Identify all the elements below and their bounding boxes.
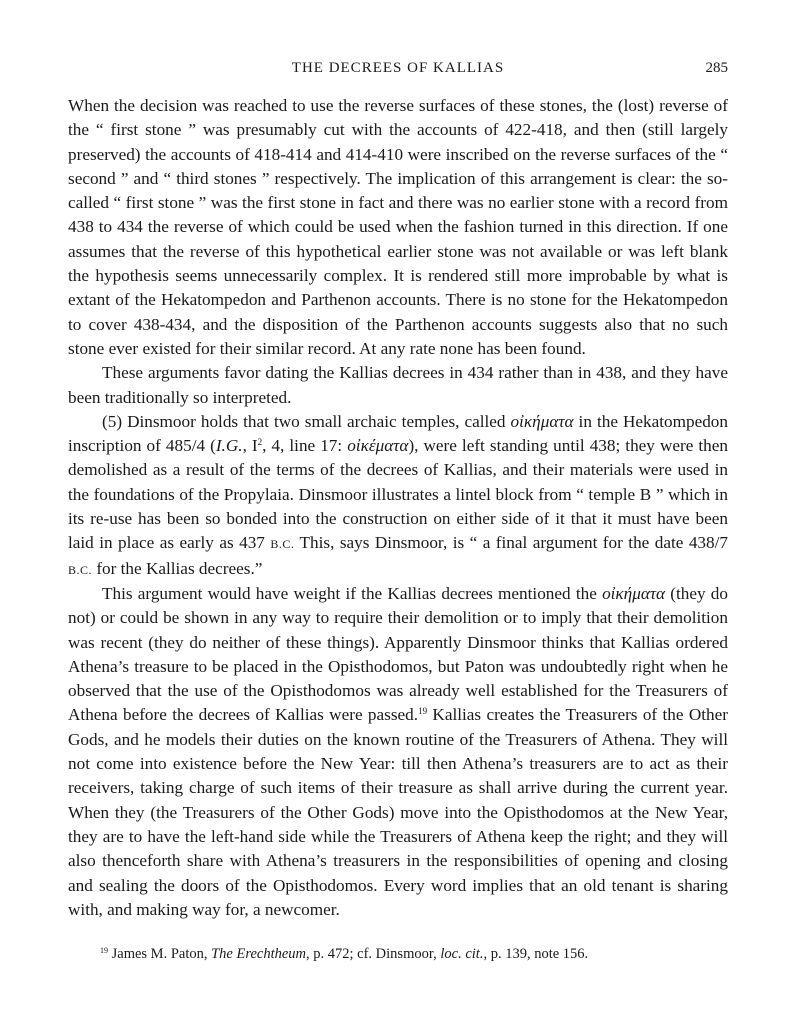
footnote-number: 19 (100, 946, 108, 955)
paragraph-2: These arguments favor dating the Kallias decrees in 434 rather than in 438, and they have been traditionally so interpreted. (68, 363, 728, 407)
text-run: This argument would have weight if the Kallias decrees mentioned the (102, 583, 603, 603)
greek-word: οἰκήματα (510, 411, 574, 431)
text-run: This, says Dinsmoor, is “ a final argument for the date 438/7 (294, 533, 728, 553)
citation-abbrev: I.G. (215, 436, 243, 456)
paragraph-3 (68, 410, 728, 582)
greek-word: οἰκέματα (347, 436, 409, 456)
loc-cit: loc. cit. (440, 946, 484, 962)
footnote-ref: 19 (418, 706, 428, 717)
greek-word: οἰκήματα (602, 583, 666, 603)
text-run: Kallias creates the Treasurers of the Other Gods, and he models their duties on the known routine of the Treasurers of Athena. They will not come into existence before the New Year: till then Athena’s treasurers are to act as their receivers, taking charge of such items of their treasure as shall arrive during the current year. When they (the Treasurers of the Other Gods) move into the Opisthodomos at the New Year, they are to have the left-hand side while the Treasurers of Athena keep the right; and they will also thenceforth share with Athena’s treasurers in the responsibilities of opening and closing and sealing the doors of the Opisthodomos. Every word implies that an old tenant is sharing with, and making way for, a newcomer. (68, 705, 728, 919)
text-run: , 4, line 17: (262, 436, 348, 456)
text-run: in the Hekatompedon inscription of 485/4 ( (68, 411, 728, 456)
paragraph-1: When the decision was reached to use the reverse surfaces of these stones, the (lost) reverse of the “ first stone ” was presumably cut with the accounts of 422-418, and then (still largely preserved) the accounts of 418-414 and 414-410 were inscribed on the reverse surfaces of the “ second ” and “ third stones ” respectively. The implication of this arrangement is clear: the so-called “ first stone ” was the first stone in fact and there was no earlier stone with a record from 438 to 434 the reverse of which could be used when the fashion turned in this direction. If one assumes that the reverse of this hypothetical earlier stone was not available or was left blank the hypothesis seems unnecessarily complex. It is rendered still more improbable by what is extant of the Hekatompedon and Parthenon accounts. There is no stone for the Hekatompedon to cover 438-434, and the disposition of the Parthenon accounts suggests also that no such stone ever existed for their similar record. At any rate none has been found. (68, 96, 728, 358)
superscript: 2 (257, 437, 263, 448)
footnote (100, 944, 730, 964)
page-number: 285 (705, 60, 728, 76)
text-run: James M. Paton, (108, 946, 212, 962)
text-run: ), were left standing until 438; they were then demolished as a result of the terms of the decrees of Kallias, and their materials were used in the foundations of the Propylaia. Dinsmoor illustrates a lintel block from “ temple B ” which in its re-use has been so bonded into the construction on either side of it that it must have been laid in place as early as 437 (68, 436, 728, 553)
text-run: for the Kallias decrees.” (92, 558, 263, 578)
running-title: THE DECREES OF KALLIAS (291, 60, 505, 76)
paragraph-4 (68, 582, 728, 922)
era-abbrev: B.C. (68, 562, 93, 577)
text-run: (they do not) or could be shown in any way to require their demolition or to imply that their demolition was recent (they do neither of these things). Apparently Dinsmoor thinks that Kallias ordered Athena’s treasure to be placed in the Opisthodomos, but Paton was undoubtedly right when he observed that the use of the Opisthodomos was already well established for the Treasurers of Athena before the decrees of Kallias were passed. (68, 583, 728, 725)
text-run: , p. 139, note 156. (483, 946, 589, 962)
book-title: The Erechtheum (211, 946, 307, 962)
running-head (68, 60, 728, 82)
era-abbrev: B.C. (270, 537, 295, 552)
body-text (68, 94, 728, 922)
text-run: , p. 472; cf. Dinsmoor, (306, 946, 441, 962)
text-run: (5) Dinsmoor holds that two small archaic temples, called (102, 411, 511, 431)
text-run: , I (242, 436, 258, 456)
